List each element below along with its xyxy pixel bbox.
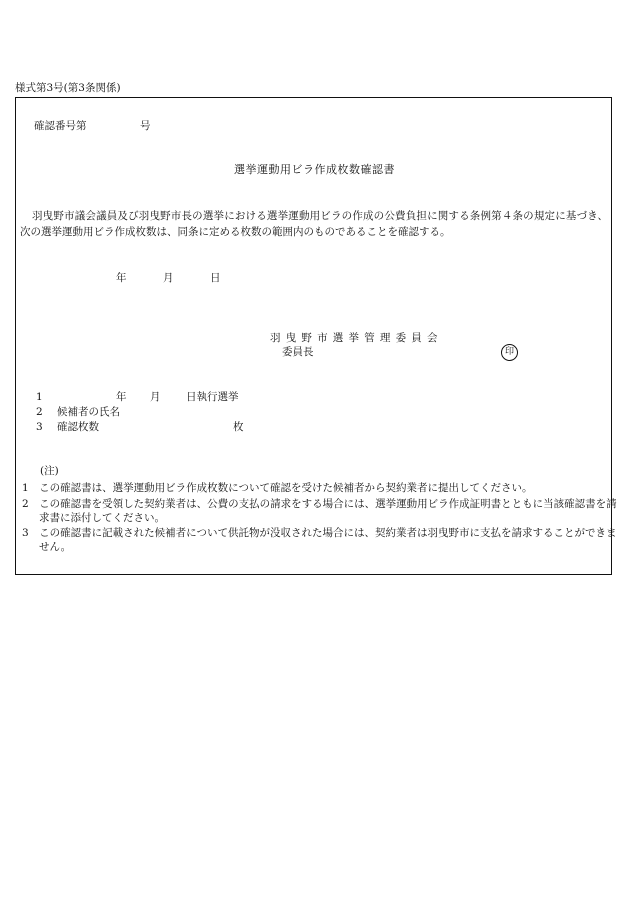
date-month: 月 <box>163 272 174 284</box>
date-day: 日 <box>210 272 221 284</box>
date-year: 年 <box>116 272 127 284</box>
note-3: 3 この確認書に記載された候補者について供託物が没収された場合には、契約業者は羽曳野市に支払を請求することができません。 <box>22 527 617 553</box>
notes-heading: (注) <box>40 465 59 477</box>
item-1-number: 1 <box>36 391 43 403</box>
note-2: 2 この確認書を受領した契約業者は、公費の支払の請求をする場合には、選挙運動用ビラ作成証明書とともに当該確認書を請求書に添付してください。 <box>22 498 617 524</box>
note-1: 1 この確認書は、選挙運動用ビラ作成枚数について確認を受けた候補者から契約業者に提出してください。 <box>22 482 533 494</box>
item-1-month: 月 <box>150 391 161 403</box>
committee-name: 羽曳野市選挙管理委員会 <box>270 332 443 344</box>
item-3-label: 確認枚数 <box>57 421 99 433</box>
item-3-unit: 枚 <box>233 421 244 433</box>
confirm-number-prefix: 確認番号第 <box>34 120 87 132</box>
body-paragraph: 羽曳野市議会議員及び羽曳野市長の選挙における選挙運動用ビラの作成の公費負担に関する条例第４条の規定に基づき、次の選挙運動用ビラ作成枚数は、同条に定める枚数の範囲内のものであることを確認する。 <box>20 210 608 238</box>
seal-icon: 印 <box>501 344 518 361</box>
item-3-number: 3 <box>36 421 43 433</box>
item-2-number: 2 <box>36 406 43 418</box>
document-frame <box>15 97 617 575</box>
item-2-label: 候補者の氏名 <box>57 406 120 418</box>
confirm-number-suffix: 号 <box>140 120 151 132</box>
form-label: 様式第3号(第3条関係) <box>15 82 121 94</box>
item-1-election: 日執行選挙 <box>186 391 239 403</box>
document-title: 選挙運動用ビラ作成枚数確認書 <box>234 163 395 176</box>
chair-title: 委員長 <box>282 346 314 358</box>
item-1-year: 年 <box>116 391 127 403</box>
